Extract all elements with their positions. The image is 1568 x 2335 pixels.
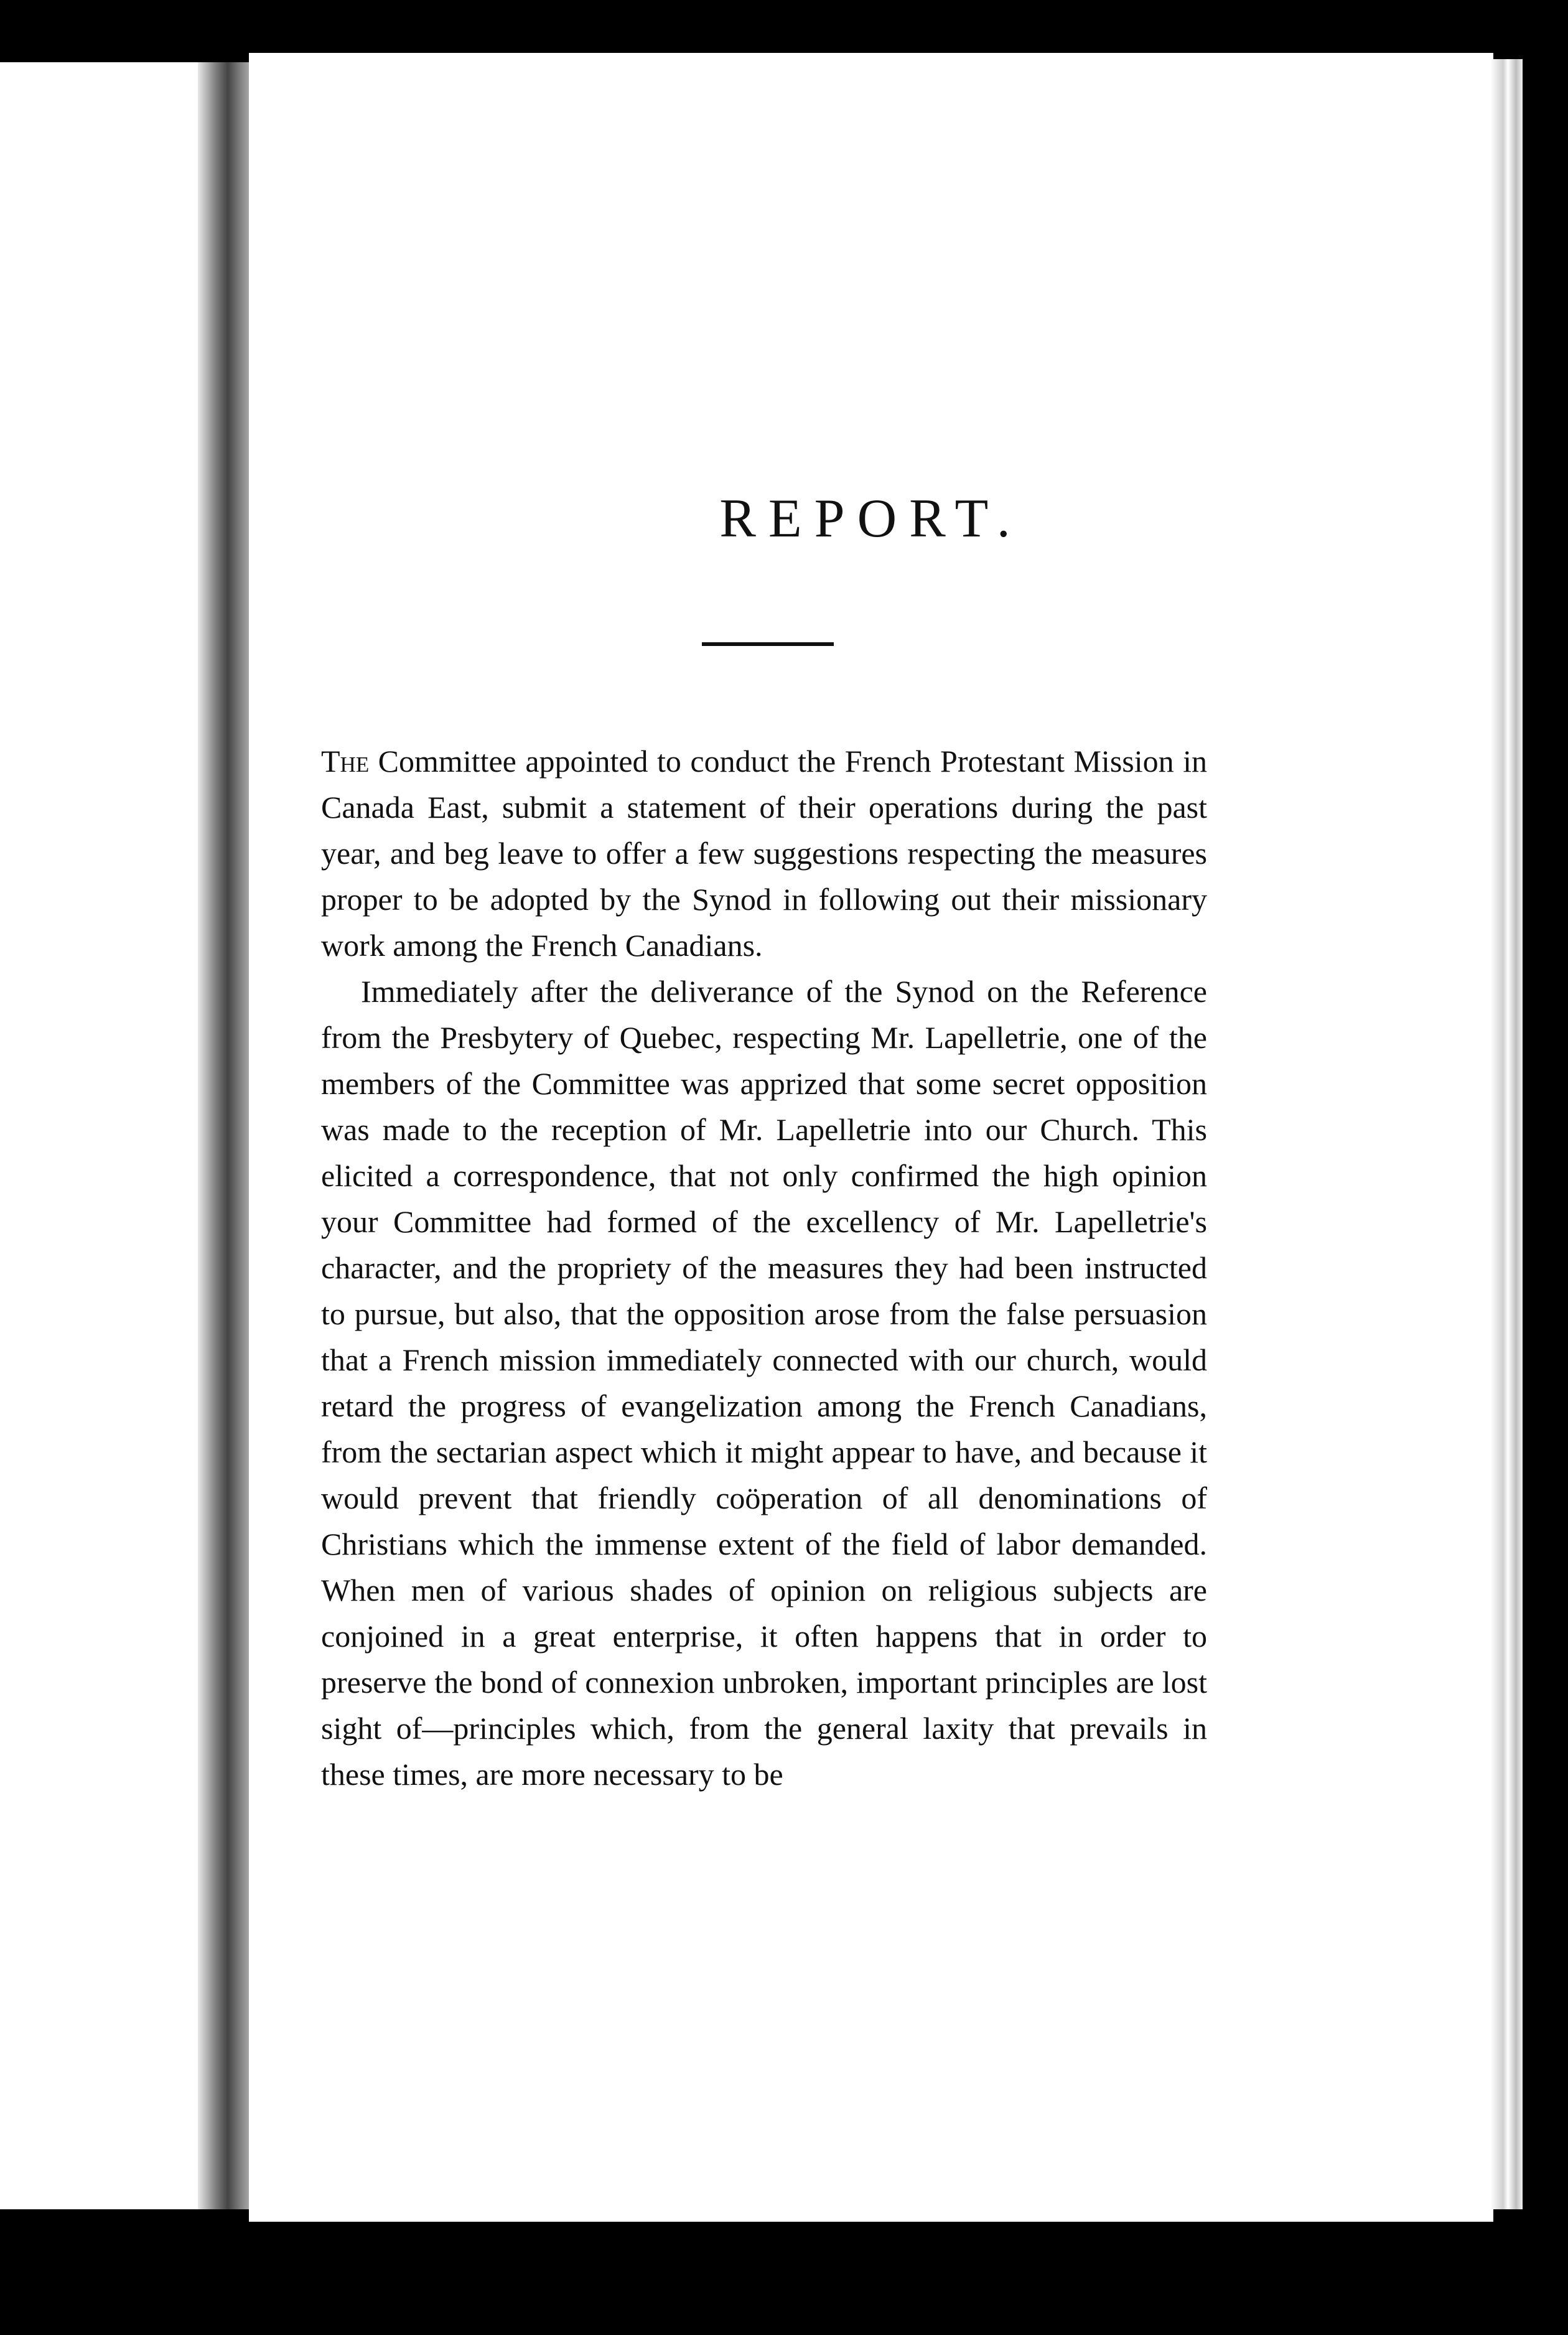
page-edge (1490, 59, 1523, 2209)
paragraph-1 (321, 738, 1207, 968)
page-title: REPORT. (719, 489, 1023, 549)
left-page (0, 62, 208, 2209)
title-rule (702, 642, 834, 646)
paragraph-2: Immediately after the deliverance of the Synod on the Reference from the Presbytery of Quebec, respecting Mr. Lapelletrie, one of the members of the Committee was apprized that some secret opposition was made to the reception of Mr. Lapelletrie into our Church. This elicited a correspondence, that not only confirmed the high opinion your Committee had formed of the excellency of Mr. Lapelletrie's character, and the propriety of the measures they had been instructed to pursue, but also, that the opposition arose from the false persuasion that a French mission immediately connected with our church, would retard the progress of evangelization among the French Canadians, from the sectarian aspect which it might appear to have, and because it would prevent that friendly coöperation of all denominations of Christians which the immense extent of the field of labor demanded. When men of various shades of opinion on religious subjects are conjoined in a great enterprise, it often happens that in order to preserve the bond of connexion unbroken, important principles are lost sight of—principles which, from the general laxity that prevails in these times, are more necessary to be (321, 974, 1207, 1792)
paragraph-1-text: Committee appointed to conduct the French Protestant Mission in Canada East, submit a statement of their operations during the past year, and beg leave to offer a few suggestions respecting the measures proper to be adopted by the Synod in following out their missionary work among the French Canadians. (321, 744, 1207, 963)
paragraph-1-lead: The (321, 744, 370, 779)
report-body (321, 738, 1207, 1797)
